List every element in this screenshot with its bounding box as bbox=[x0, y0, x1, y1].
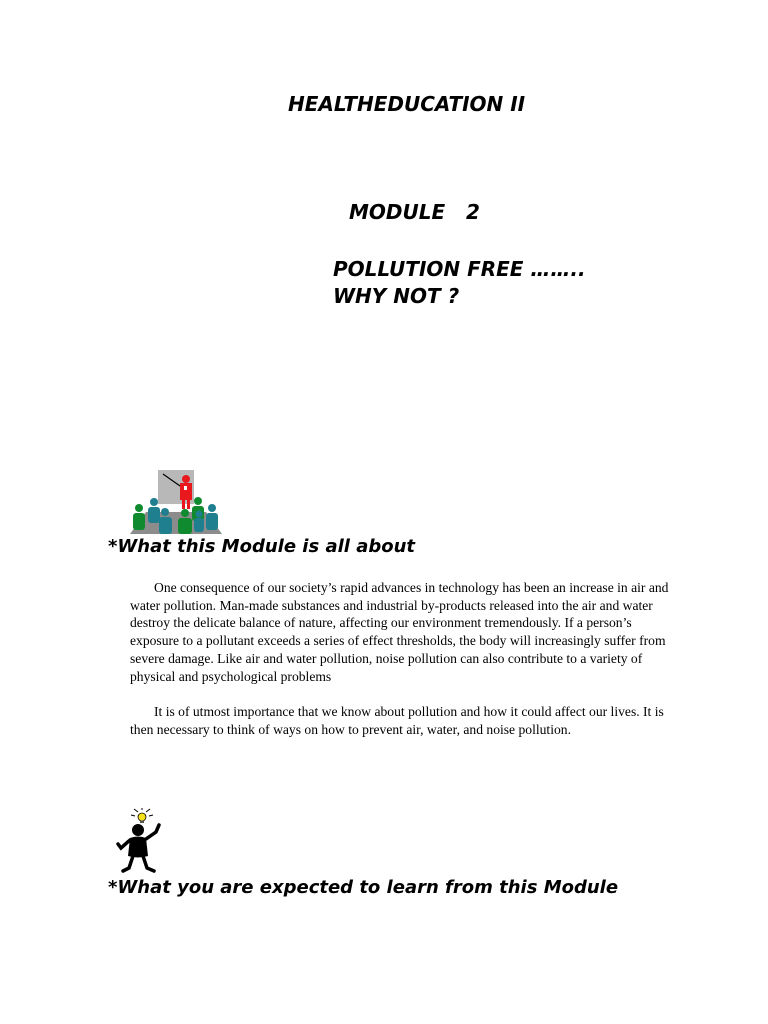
paragraph-1: One consequence of our society’s rapid advances in technology has been an increase in air and water pollution. Man-made substances and industrial by-products released into the air and water destroy the delicate balance of nature, affecting our environment tremendously. If a person’s exposure to a pollutant exceeds a series of effect thresholds, the body will increasingly suffer from severe damage. Like air and water pollution, noise pollution can also contribute to a variety of physical and psychological problems bbox=[130, 580, 669, 684]
paragraph-2: It is of utmost importance that we know about pollution and how it could affect our lives. It is then necessary to think of ways on how to prevent air, water, and noise pollution. bbox=[130, 703, 664, 737]
section-heading-module-about: *What this Module is all about bbox=[108, 536, 416, 557]
subtitle-line-2: WHY NOT ? bbox=[333, 284, 460, 308]
subtitle-line-1: POLLUTION FREE …….. bbox=[333, 257, 586, 281]
teacher-classroom-clipart bbox=[130, 468, 222, 534]
section-heading-learning-objectives: *What you are expected to learn from this Module bbox=[108, 877, 619, 898]
module-label: MODULE 2 bbox=[349, 200, 480, 224]
idea-person-clipart bbox=[112, 808, 168, 876]
module-description bbox=[130, 579, 675, 738]
module-subtitle bbox=[333, 256, 586, 310]
document-title: HEALTHEDUCATION II bbox=[288, 92, 526, 116]
lightbulb-icon bbox=[138, 813, 146, 821]
